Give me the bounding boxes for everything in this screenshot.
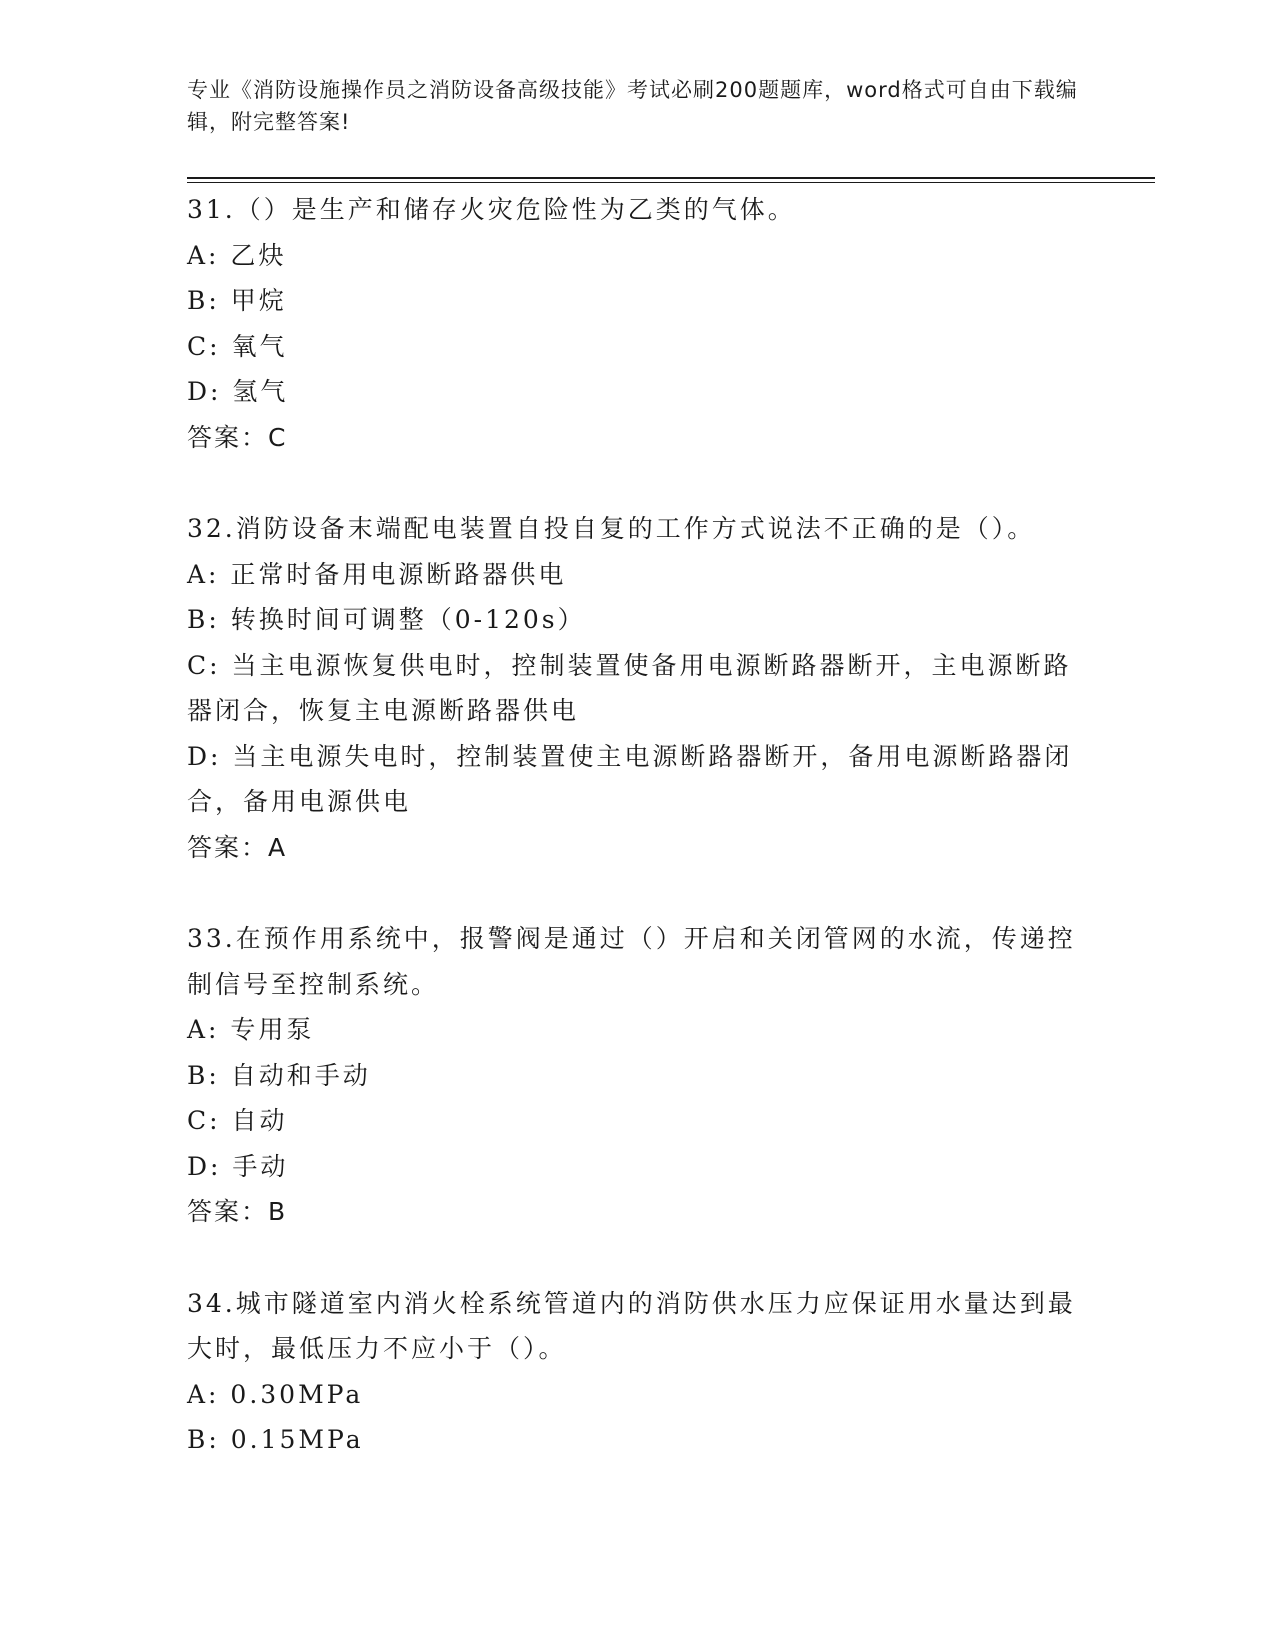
- option-a: A: 乙炔: [187, 240, 287, 270]
- header-divider-thin: [187, 182, 1155, 183]
- option-b: B: 0.15MPa: [187, 1425, 364, 1454]
- option-b: B: 甲烷: [187, 286, 287, 315]
- option-d: D: 氢气: [187, 377, 289, 406]
- question-34: [187, 1281, 1077, 1463]
- question-31: [187, 187, 1077, 460]
- option-a: A: 专用泵: [187, 1015, 315, 1044]
- option-c: C: 当主电源恢复供电时，控制装置使备用电源断路器断开，主电源断路器闭合，恢复主电源断路器供电: [187, 650, 1072, 725]
- question-stem: 33.在预作用系统中，报警阀是通过（）开启和关闭管网的水流，传递控制信号至控制系统。: [187, 924, 1076, 999]
- option-c: C: 氧气: [187, 331, 288, 361]
- document-header: 专业《消防设施操作员之消防设备高级技能》考试必刷200题题库，word格式可自由下载编辑，附完整答案!: [187, 78, 1078, 134]
- option-a: A: 0.30MPa: [187, 1379, 364, 1409]
- option-d: D: 手动: [187, 1151, 289, 1181]
- question-stem: 31.（）是生产和储存火灾危险性为乙类的气体。: [187, 195, 796, 224]
- option-b: B: 自动和手动: [187, 1060, 371, 1090]
- header-divider: [187, 177, 1155, 179]
- option-d: D: 当主电源失电时，控制装置使主电源断路器断开，备用电源断路器闭合，备用电源供电: [187, 741, 1073, 816]
- answer-line: 答案：B: [187, 1197, 288, 1226]
- question-list: [187, 187, 1077, 1463]
- question-stem: 32.消防设备末端配电装置自投自复的工作方式说法不正确的是（）。: [187, 514, 1036, 543]
- question-33: [187, 916, 1077, 1235]
- option-c: C: 自动: [187, 1106, 288, 1135]
- option-b: B: 转换时间可调整（0-120s）: [187, 605, 586, 634]
- question-stem: 34.城市隧道室内消火栓系统管道内的消防供水压力应保证用水量达到最大时，最低压力不应小于（）。: [187, 1288, 1076, 1363]
- option-a: A: 正常时备用电源断路器供电: [187, 559, 567, 589]
- question-32: [187, 506, 1077, 870]
- answer-line: 答案：A: [187, 832, 288, 862]
- answer-line: 答案：C: [187, 422, 288, 452]
